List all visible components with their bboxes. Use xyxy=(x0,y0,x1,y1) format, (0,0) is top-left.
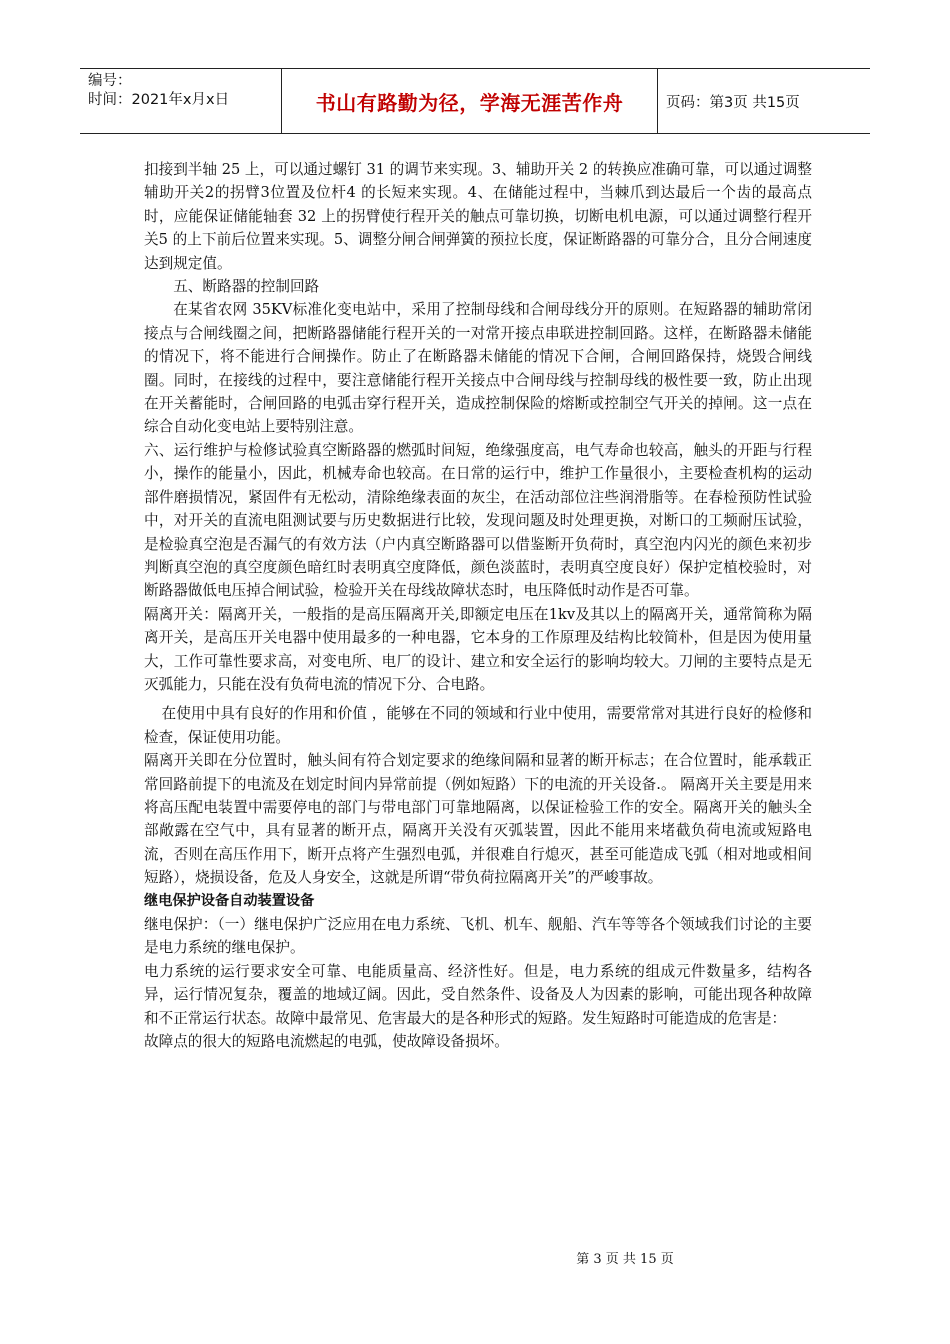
paragraph: 隔离开关：隔离开关，一般指的是高压隔离开关,即额定电压在1kv及其以上的隔离开关，通常简称为隔离开关，是高压开关电器中使用最多的一种电器，它本身的工作原理及结构比较简朴，但是因为使用量大，工作可靠性要求高，对变电所、电厂的设计、建立和安全运行的影响均较大。刀闸的主要特点是无灭弧能力，只能在没有负荷电流的情况下分、合电路。 xyxy=(144,605,812,693)
paragraph: 电力系统的运行要求安全可靠、电能质量高、经济性好。但是，电力系统的组成元件数量多，结构各异，运行情况复杂，覆盖的地域辽阔。因此，受自然条件、设备及人为因素的影响，可能出现各种故障和不正常运行状态。故障中最常见、危害最大的是各种形式的短路。发生短路时可能造成的危害是： xyxy=(144,962,812,1027)
paragraph: 在某省农网 35KV标准化变电站中，采用了控制母线和合闸母线分开的原则。在短路器的辅助常闭接点与合闸线圈之间，把断路器储能行程开关的一对常开接点串联进控制回路。这样，在断路器未储能的情况下，将不能进行合闸操作。防止了在断路器未储能的情况下合闸，合闸回路保持，烧毁合闸线圈。同时，在接线的过程中，要注意储能行程开关接点中合闸母线与控制母线的极性要一致，防止出现在开关蓄能时，合闸回路的电弧击穿行程开关，造成控制保险的熔断或控制空气开关的掉闸。这一点在综合自动化变电站上要特别注意。 xyxy=(144,301,812,436)
paragraph: 六、运行维护与检修试验真空断路器的燃弧时间短，绝缘强度高，电气寿命也较高，触头的开距与行程小，操作的能量小，因此，机械寿命也较高。在日常的运行中，维护工作量很小，主要检查机构的运动部件磨损情况，紧固件有无松动，清除绝缘表面的灰尘，在活动部位注些润滑脂等。在春检预防性试验中，对开关的直流电阻测试要与历史数据进行比较，发现问题及时处理更换，对断口的工频耐压试验，是检验真空泡是否漏气的有效方法（户内真空断路器可以借鉴断开负荷时，真空泡内闪光的颜色来初步判断真空泡的真空度颜色暗红时表明真空度降低，颜色淡蓝时，表明真空度良好）保护定植校验时，对断路器做低电压掉合闸试验，检验开关在母线故障状态时，电压降低时动作是否可靠。 xyxy=(144,441,812,600)
paragraph: 故障点的很大的短路电流燃起的电弧，使故障设备损坏。 xyxy=(144,1033,509,1051)
paragraph: 隔离开关即在分位置时，触头间有符合划定要求的绝缘间隔和显著的断开标志；在合位置时，能承载正常回路前提下的电流及在划定时间内异常前提（例如短路）下的电流的开关设备.。 隔离开关主要是用来将高压配电装置中需要停电的部门与带电部门可靠地隔离，以保证检验工作的安全。隔离开关的触头全部敞露在空气中，具有显著的断开点，隔离开关没有灭弧装置，因此不能用来堵截负荷电流或短路电流，否则在高压作用下，断开点将产生强烈电弧，并很难自行熄灭，甚至可能造成飞弧（相对地或相间短路），烧损设备，危及人身安全，这就是所谓“带负荷拉隔离开关”的严峻事故。 xyxy=(144,752,812,887)
header-number: 编号： xyxy=(88,73,132,89)
paragraph: 扣接到半轴 25 上，可以通过螺钉 31 的调节来实现。3、辅助开关 2 的转换应准确可靠，可以通过调整辅助开关2的拐臂3位置及位杆4 的长短来实现。4、在储能过程中，当棘爪到达最后一个齿的最高点时，应能保证储能轴套 32 上的拐臂使行程开关的触点可靠切换，切断电机电源，可以通过调整行程开关5 的上下前后位置来实现。5、调整分闸合闸弹簧的预拉长度，保证断路器的可靠分合，且分合闸速度达到规定值。 xyxy=(144,161,812,272)
paragraph: 继电保护：（一）继电保护广泛应用在电力系统、飞机、机车、舰船、汽车等等各个领域我们讨论的主要是电力系统的继电保护。 xyxy=(144,916,812,957)
paragraph: 在使用中具有良好的作用和价值 ，能够在不同的领域和行业中使用，需要常常对其进行良好的检修和检查，保证使用功能。 xyxy=(144,705,812,746)
page-footer: 第 3 页 共 15 页 xyxy=(576,1252,674,1267)
section-heading: 五、断路器的控制回路 xyxy=(173,278,320,296)
header-meta xyxy=(80,69,282,133)
header-motto: 书山有路勤为径，学海无涯苦作舟 xyxy=(282,69,658,133)
header-time: 时间：2021年x月x日 xyxy=(88,92,230,108)
header-page-info: 页码：第3页 共15页 xyxy=(666,94,800,111)
document-body xyxy=(144,158,812,1053)
page-header xyxy=(80,68,870,134)
section-heading-bold: 继电保护设备自动装置设备 xyxy=(144,892,315,909)
